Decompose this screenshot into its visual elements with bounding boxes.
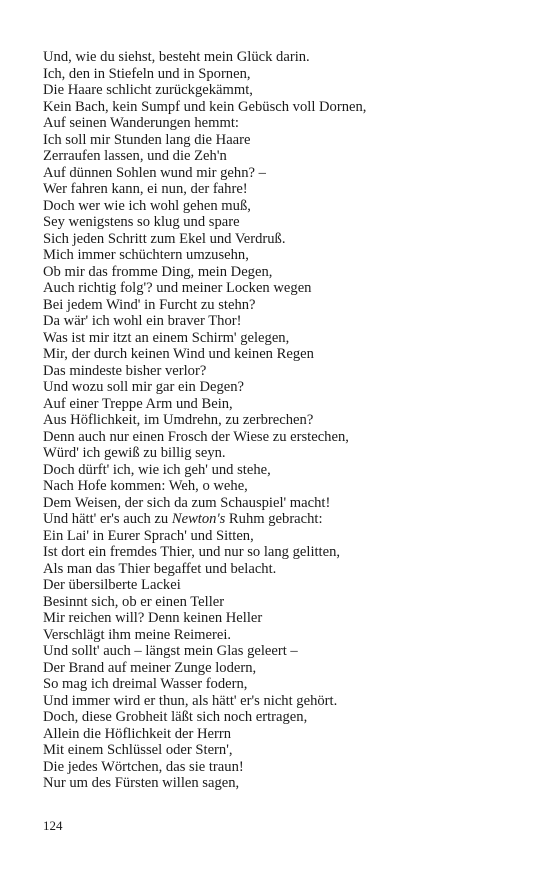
verse-line: Sich jeden Schritt zum Ekel und Verdruß.	[43, 230, 286, 247]
verse-line: Und wozu soll mir gar ein Degen?	[43, 379, 245, 395]
verse-line: Ob mir das fromme Ding, mein Degen,	[43, 263, 273, 280]
verse-line: Mir reichen will? Denn keinen Heller	[43, 610, 263, 626]
verse-line: Sey wenigstens so klug und spare	[43, 214, 240, 230]
verse-line: Doch dürft' ich, wie ich geh' und stehe,	[43, 461, 271, 478]
verse-line: Ich, den in Stiefeln und in Spornen,	[43, 65, 251, 82]
verse-line: Die jedes Wörtchen, das sie traun!	[43, 758, 244, 775]
verse-segment: Ruhm gebracht:	[225, 511, 323, 527]
verse-segment: Und hätt' er's auch zu	[43, 511, 172, 527]
verse-line: Als man das Thier begaffet und belacht.	[43, 560, 277, 577]
verse-line: Denn auch nur einen Frosch der Wiese zu erstechen,	[43, 428, 349, 445]
verse-line: Bei jedem Wind' in Furcht zu stehn?	[43, 296, 256, 313]
verse-line: Und sollt' auch – längst mein Glas geleert –	[43, 643, 298, 659]
verse-line: Und, wie du siehst, besteht mein Glück darin.	[43, 49, 310, 65]
verse-line: Mich immer schüchtern umzusehn,	[43, 247, 249, 263]
verse-line: Allein die Höflichkeit der Herrn	[43, 725, 232, 742]
verse-line: Zerraufen lassen, und die Zeh'n	[43, 148, 227, 164]
verse-line: Der Brand auf meiner Zunge lodern,	[43, 659, 257, 676]
verse-line: Ein Lai' in Eurer Sprach' und Sitten,	[43, 527, 254, 544]
verse-line: Doch wer wie ich wohl gehen muß,	[43, 197, 251, 214]
verse-line: Die Haare schlicht zurückgekämmt,	[43, 82, 253, 98]
verse-line: Besinnt sich, ob er einen Teller	[43, 593, 225, 610]
verse-line: Auch richtig folg'? und meiner Locken wegen	[43, 280, 312, 296]
verse-line: Verschlägt ihm meine Reimerei.	[43, 626, 232, 643]
verse-line: Kein Bach, kein Sumpf und kein Gebüsch voll Dornen,	[43, 98, 367, 115]
verse-line: Doch, diese Grobheit läßt sich noch ertragen,	[43, 709, 308, 725]
verse-line: Auf dünnen Sohlen wund mir gehn? –	[43, 164, 266, 181]
verse-line: Und immer wird er thun, als hätt' er's nicht gehört.	[43, 692, 338, 709]
verse-line: Ich soll mir Stunden lang die Haare	[43, 131, 251, 148]
verse-line: Nach Hofe kommen: Weh, o wehe,	[43, 478, 248, 494]
verse-line: Dem Weisen, der sich da zum Schauspiel' macht!	[43, 494, 331, 511]
verse-line: Was ist mir itzt an einem Schirm' gelegen,	[43, 329, 290, 346]
verse-line: Der übersilberte Lackei	[43, 577, 181, 593]
poem-text	[43, 49, 366, 792]
verse-line: So mag ich dreimal Wasser fodern,	[43, 676, 248, 692]
verse-line: Mit einem Schlüssel oder Stern',	[43, 742, 233, 758]
verse-line: Auf seinen Wanderungen hemmt:	[43, 115, 239, 131]
verse-line: Aus Höflichkeit, im Umdrehn, zu zerbrechen?	[43, 412, 314, 428]
verse-line: Nur um des Fürsten willen sagen,	[43, 775, 240, 791]
verse-line: Würd' ich gewiß zu billig seyn.	[43, 445, 226, 461]
verse-line: Da wär' ich wohl ein braver Thor!	[43, 313, 242, 329]
verse-line: Das mindeste bisher verlor?	[43, 362, 207, 379]
verse-line: Mir, der durch keinen Wind und keinen Regen	[43, 346, 314, 362]
verse-line: Auf einer Treppe Arm und Bein,	[43, 395, 233, 412]
verse-line	[43, 511, 366, 528]
page-number: 124	[43, 818, 63, 833]
verse-line: Ist dort ein fremdes Thier, und nur so lang gelitten,	[43, 544, 341, 560]
verse-line: Wer fahren kann, ei nun, der fahre!	[43, 181, 248, 197]
italic-name: Newton's	[171, 511, 226, 527]
